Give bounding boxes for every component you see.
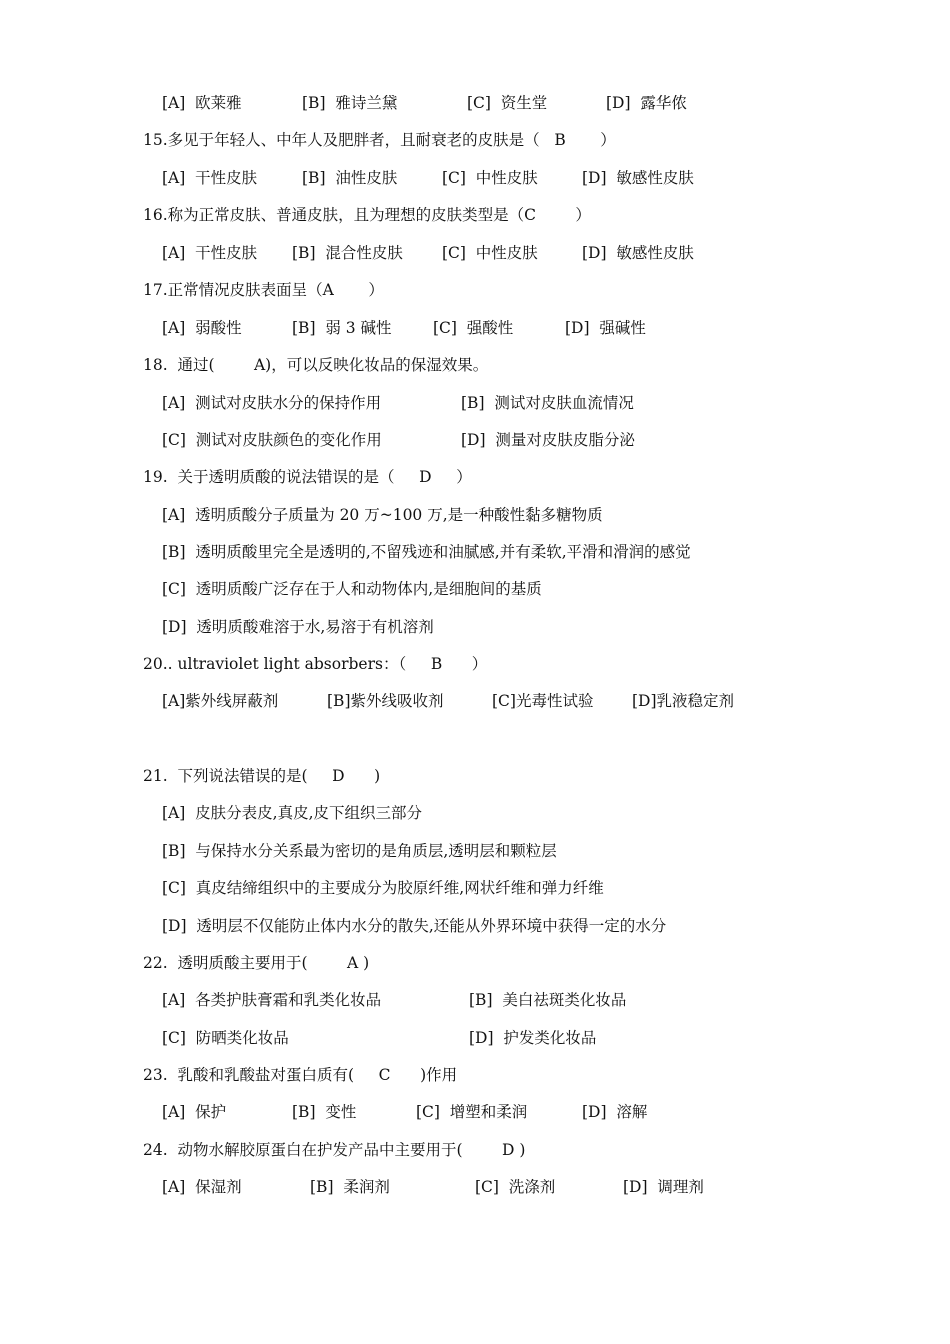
option-row [0,90,950,116]
answer-option: [C] 防晒类化妆品 [162,1029,289,1047]
answer-option: [D] 调理剂 [623,1178,704,1196]
question-stem: 18. 通过( A)，可以反映化妆品的保湿效果。 [143,356,489,374]
question-stem: 21. 下列说法错误的是( D ) [143,767,381,785]
answer-option: [D] 测量对皮肤皮脂分泌 [461,431,635,449]
answer-option: [D] 溶解 [582,1103,648,1121]
answer-option: [A] 测试对皮肤水分的保持作用 [162,394,382,412]
answer-option: [A] 各类护肤膏霜和乳类化妆品 [162,991,382,1009]
option-row [0,875,950,901]
answer-option: [C] 真皮结缔组织中的主要成分为胶原纤维,网状纤维和弹力纤维 [162,879,604,897]
answer-option: [A] 保护 [162,1103,227,1121]
option-row [0,800,950,826]
answer-option: [B] 测试对皮肤血流情况 [461,394,634,412]
question-stem: 15.多见于年轻人、中年人及肥胖者，且耐衰老的皮肤是（ B ） [143,131,616,149]
answer-option: [B] 柔润剂 [310,1178,390,1196]
question-stem: 19. 关于透明质酸的说法错误的是（ D ） [143,468,472,486]
answer-option: [B] 雅诗兰黛 [302,94,398,112]
answer-option: [D] 露华侬 [606,94,687,112]
option-row [0,315,950,341]
answer-option: [D] 透明层不仅能防止体内水分的散失,还能从外界环境中获得一定的水分 [162,917,667,935]
answer-option: [C] 中性皮肤 [442,244,538,262]
question-text [0,651,950,677]
question-text [0,277,950,303]
answer-option: [D] 强碱性 [565,319,646,337]
option-row [0,1174,950,1200]
answer-option: [B] 变性 [292,1103,357,1121]
answer-option: [A] 保湿剂 [162,1178,242,1196]
option-row [0,838,950,864]
answer-option: [A] 干性皮肤 [162,169,258,187]
answer-option: [D] 透明质酸难溶于水,易溶于有机溶剂 [162,618,434,636]
question-stem: 24. 动物水解胶原蛋白在护发产品中主要用于( D ) [143,1141,526,1159]
answer-option: [C] 增塑和柔润 [416,1103,528,1121]
question-text [0,464,950,490]
option-row [0,1099,950,1125]
answer-option: [A] 弱酸性 [162,319,242,337]
option-row [0,390,950,416]
answer-option: [A] 皮肤分表皮,真皮,皮下组织三部分 [162,804,422,822]
question-stem: 22. 透明质酸主要用于( A ) [143,954,370,972]
option-row [0,502,950,528]
question-stem: 16.称为正常皮肤、普通皮肤，且为理想的皮肤类型是（C ） [143,206,591,224]
option-row [0,576,950,602]
answer-option: [C] 透明质酸广泛存在于人和动物体内,是细胞间的基质 [162,580,542,598]
answer-option: [B] 油性皮肤 [302,169,398,187]
option-row [0,240,950,266]
question-text [0,202,950,228]
answer-option: [A]紫外线屏蔽剂 [162,692,279,710]
answer-option: [C] 洗涤剂 [475,1178,556,1196]
question-text [0,763,950,789]
answer-option: [B] 弱 3 碱性 [292,319,392,337]
answer-option: [D] 敏感性皮肤 [582,169,694,187]
option-row [0,913,950,939]
answer-option: [A] 欧莱雅 [162,94,242,112]
question-stem: 20.. ultraviolet light absorbers：（ B ） [143,655,488,673]
option-row [0,539,950,565]
answer-option: [A] 干性皮肤 [162,244,258,262]
answer-option: [C] 资生堂 [467,94,548,112]
question-text [0,1137,950,1163]
option-row [0,688,950,714]
answer-option: [C]光毒性试验 [492,692,594,710]
answer-option: [B]紫外线吸收剂 [327,692,444,710]
question-stem: 23. 乳酸和乳酸盐对蛋白质有( C )作用 [143,1066,458,1084]
question-stem: 17.正常情况皮肤表面呈（A ） [143,281,384,299]
answer-option: [A] 透明质酸分子质量为 20 万~100 万,是一种酸性黏多糖物质 [162,506,603,524]
option-row [0,1025,950,1051]
answer-option: [D]乳液稳定剂 [632,692,735,710]
question-text [0,950,950,976]
answer-option: [C] 中性皮肤 [442,169,538,187]
answer-option: [B] 与保持水分关系最为密切的是角质层,透明层和颗粒层 [162,842,557,860]
answer-option: [C] 测试对皮肤颜色的变化作用 [162,431,382,449]
question-text [0,352,950,378]
option-row [0,614,950,640]
answer-option: [D] 护发类化妆品 [469,1029,597,1047]
answer-option: [B] 美白祛斑类化妆品 [469,991,627,1009]
answer-option: [B] 透明质酸里完全是透明的,不留残迹和油腻感,并有柔软,平滑和滑润的感觉 [162,543,691,561]
option-row [0,987,950,1013]
option-row [0,165,950,191]
answer-option: [C] 强酸性 [433,319,514,337]
option-row [0,427,950,453]
question-text [0,127,950,153]
question-text [0,1062,950,1088]
answer-option: [D] 敏感性皮肤 [582,244,694,262]
answer-option: [B] 混合性皮肤 [292,244,403,262]
